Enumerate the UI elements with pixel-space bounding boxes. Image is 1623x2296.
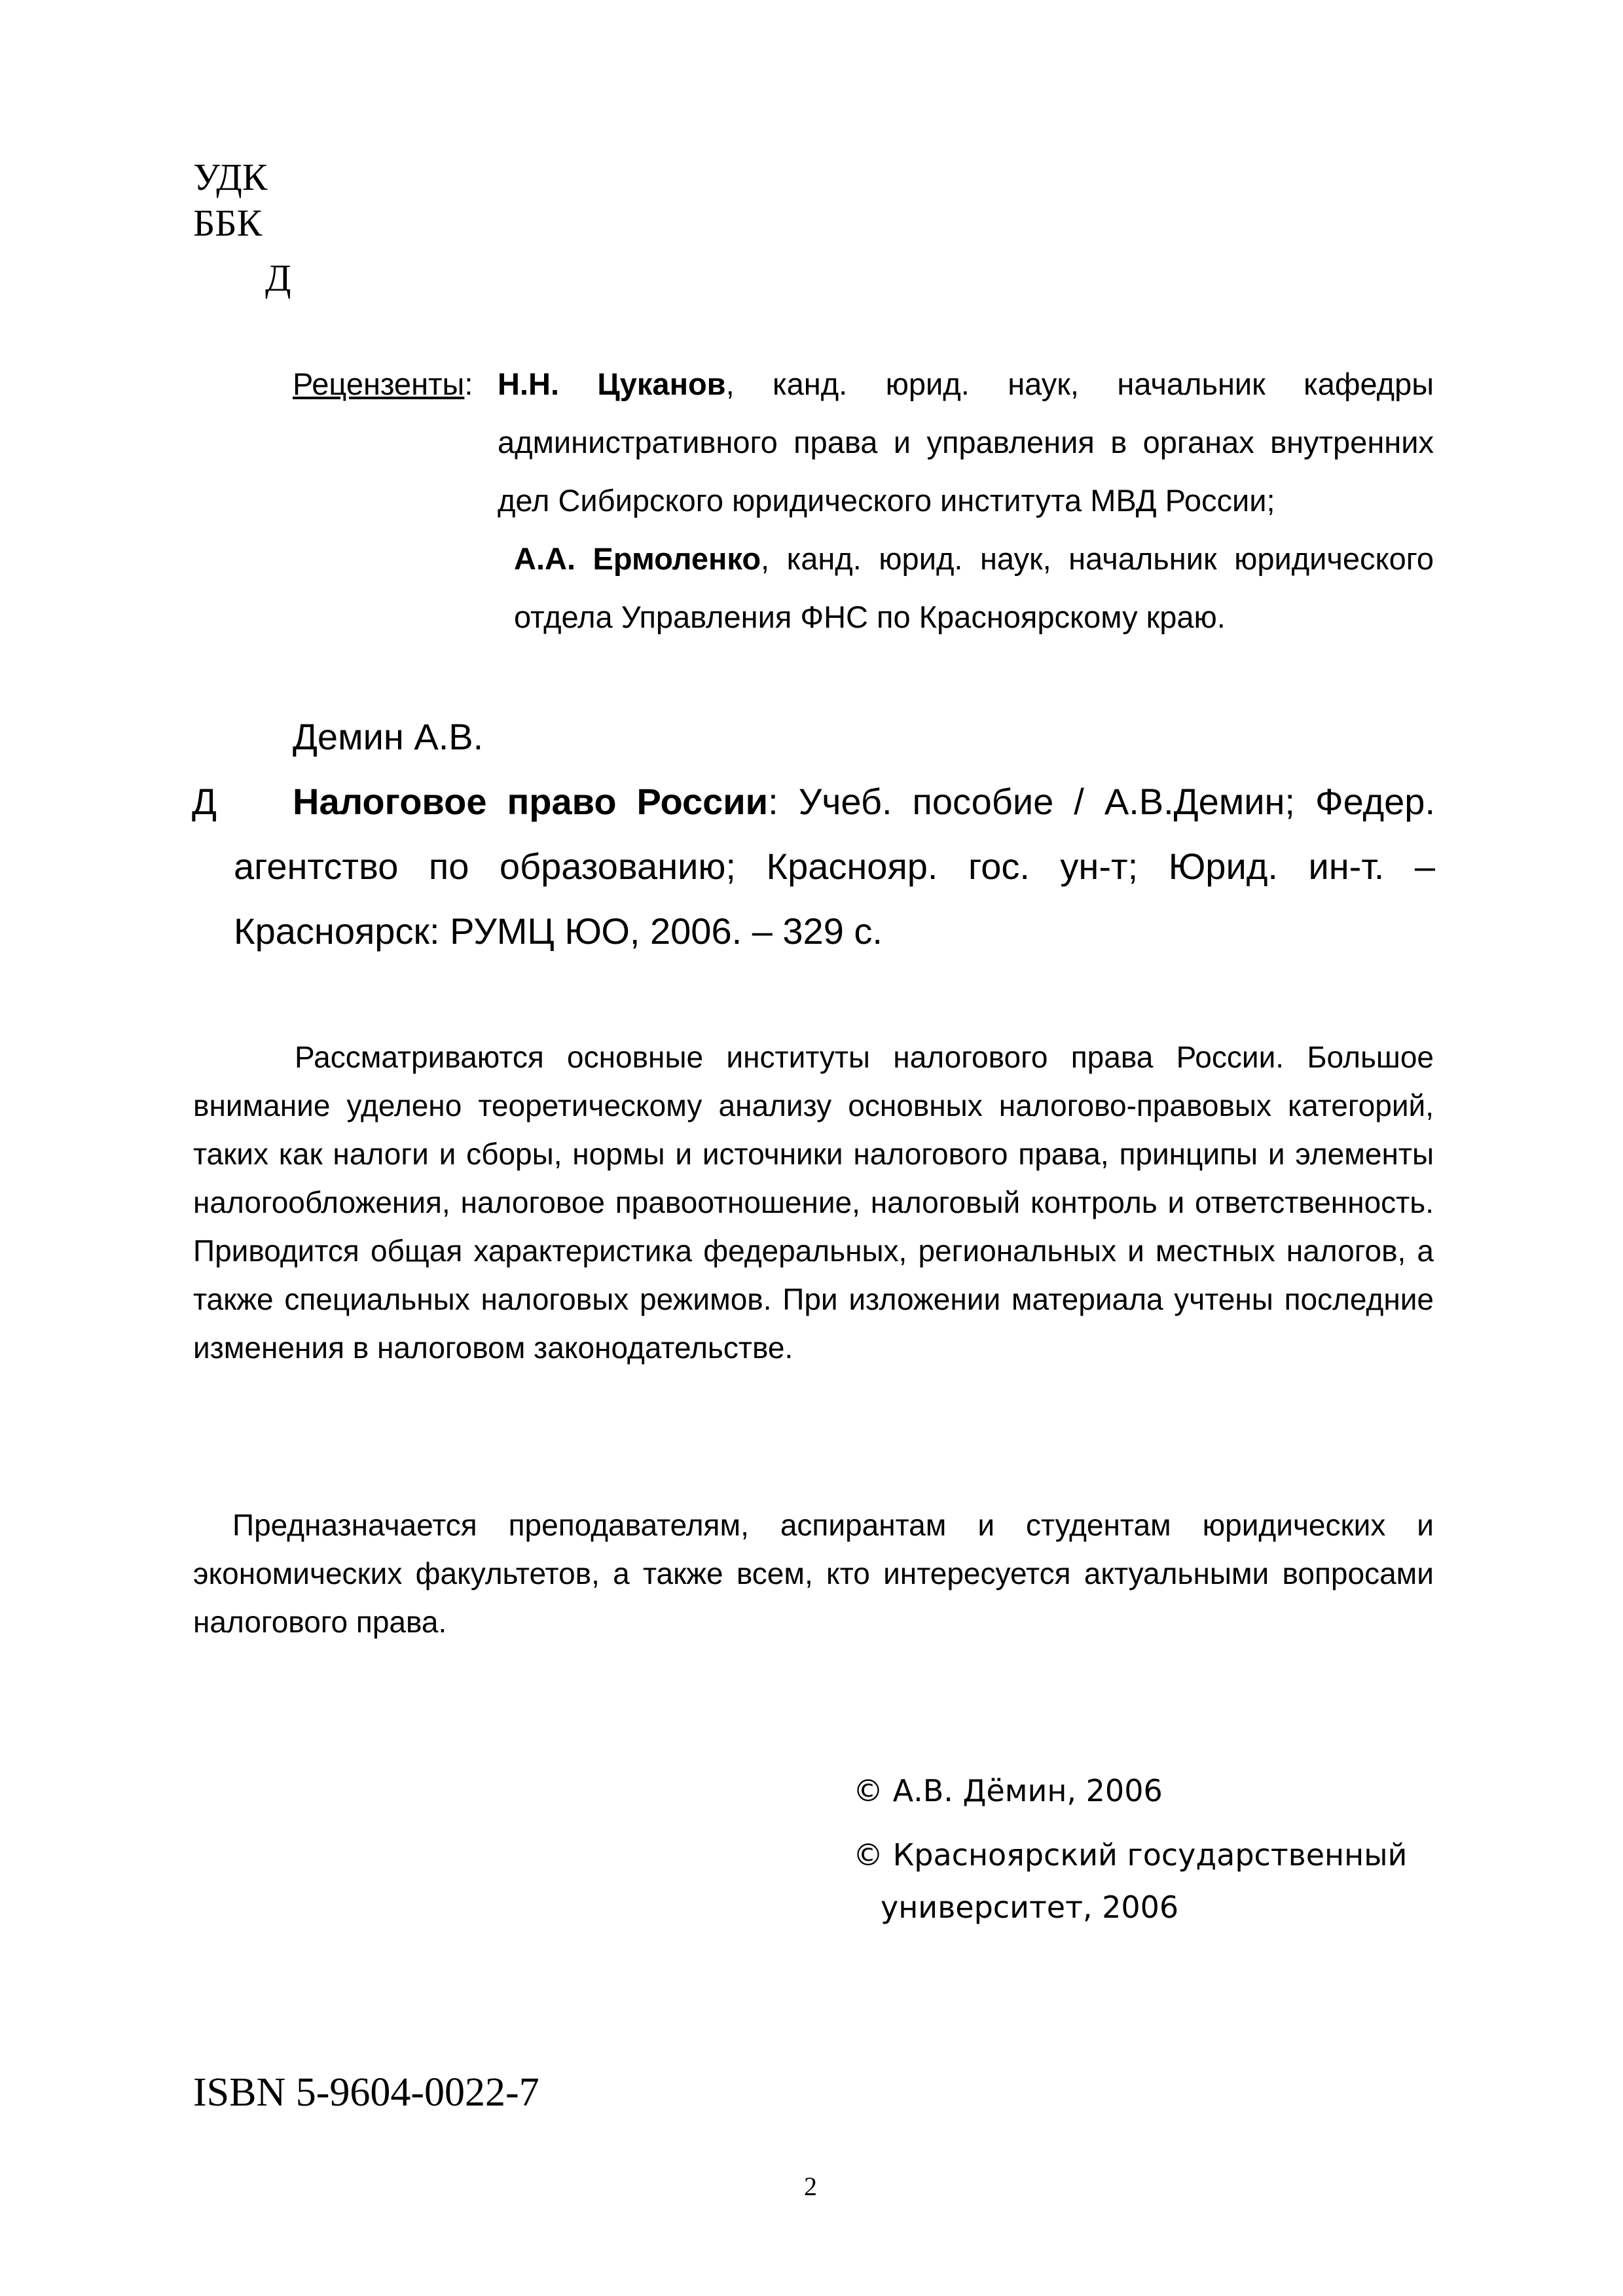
reviewer-2-name: А.А. Ермоленко [514,541,761,576]
reviewer-1-name: Н.Н. Цуканов [498,367,726,401]
abstract-paragraph-1-text: Рассматриваются основные институты налогового права России. Большое внимание уделено теоретическому анализу основных налогово-правовых категорий, таких как налоги и сборы, нормы и источники налогового права, принципы и элементы налогообложения, налоговое правоотношение, налоговый контроль и ответственность. Приводится общая характеристика федеральных, региональных и местных налогов, а также специальных налоговых режимов. При изложении материала учтены последние изменения в налоговом законодательстве. [193,1040,1434,1365]
isbn: ISBN 5-9604-0022-7 [193,2070,539,2115]
reviewers-label-block [293,355,473,413]
bbk-label: ББК [193,202,263,244]
copyright-author: © А.В. Дёмин, 2006 [853,1773,1163,1808]
biblio-mark: Д [192,781,217,822]
abstract-paragraph-2-text: Предназначается преподавателям, аспирантам и студентам юридических и экономических факультетов, а также всем, кто интересуется актуальными вопросами налогового права. [193,1508,1434,1639]
reviewer-1-description: , канд. юрид. наук, начальник кафедры административного права и управления в органах внутренних дел Сибирского юридического института МВД России; [498,367,1434,518]
biblio-author-heading: Демин А.В. [293,716,484,757]
biblio-title: Налоговое право России [293,781,769,822]
biblio-description [234,769,1435,963]
copyright-university: © Красноярский государственный [853,1837,1408,1873]
abstract-paragraph-2 [193,1501,1434,1646]
page-number: 2 [804,2172,817,2201]
udk-label: УДК [193,156,268,198]
reviewer-2-description: , канд. юрид. наук, начальник юридического отдела Управления ФНС по Красноярскому краю. [514,541,1434,634]
biblio-details: : Учеб. пособие / А.В.Демин; Федер. агентство по образованию; Краснояр. гос. ун-т; Юрид. ин-т. – Красноярск: РУМЦ ЮО, 2006. – 329 с. [234,781,1435,952]
reviewers-label-colon: : [464,367,473,401]
reviewer-1 [498,355,1434,529]
copyright-university-cont: университет, 2006 [881,1890,1179,1925]
abstract-paragraph-1 [193,1033,1434,1372]
reviewer-2 [514,529,1434,646]
author-mark: Д [265,257,291,299]
reviewers-label: Рецензенты [293,367,465,401]
biblio-text [234,769,1435,963]
